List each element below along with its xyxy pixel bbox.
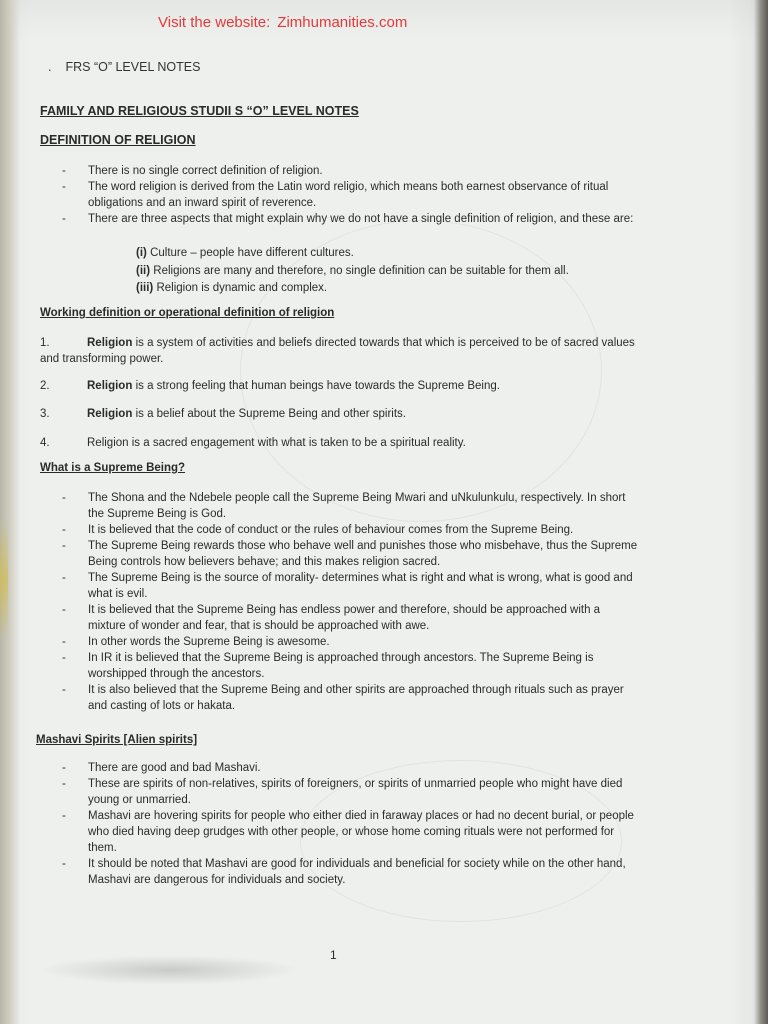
list-item	[60, 808, 640, 856]
list-item	[60, 538, 640, 570]
supreme-being-bullet-list	[60, 490, 640, 714]
bullet-dash: -	[62, 492, 66, 504]
list-item	[60, 650, 640, 682]
list-item	[60, 211, 640, 227]
mashavi-bullet-list	[60, 760, 640, 888]
item-term: Religion	[87, 337, 133, 349]
list-item	[60, 570, 640, 602]
page-spine-shadow	[0, 0, 20, 1024]
bullet-dash: -	[62, 540, 66, 552]
supreme-being-heading: What is a Supreme Being?	[40, 462, 186, 474]
bullet-dash: -	[62, 762, 66, 774]
bullet-text: There is no single correct definition of religion.	[88, 165, 323, 177]
document-header	[48, 60, 200, 74]
bullet-dash: -	[62, 572, 66, 584]
highlighter-mark	[0, 520, 8, 640]
mashavi-heading: Mashavi Spirits [Alien spirits]	[36, 734, 198, 746]
website-link[interactable]: Zimhumanities.com	[277, 14, 408, 31]
bullet-text: The word religion is derived from the Latin word religio, which means both earnest observance of ritual obligations and an inward spirit of reverence.	[88, 181, 609, 209]
item-text: is a strong feeling that human beings have towards the Supreme Being.	[132, 380, 500, 392]
bullet-text: It is also believed that the Supreme Being and other spirits are approached through rituals such as prayer and casting of lots or hakata.	[88, 684, 624, 712]
bullet-dash: -	[62, 684, 66, 696]
bullet-dash: -	[62, 810, 66, 822]
bullet-text: The Supreme Being is the source of morality- determines what is right and what is wrong, what is good and what is evil.	[88, 572, 633, 600]
list-item	[60, 490, 640, 522]
aspect-item	[136, 245, 354, 261]
aspect-item	[136, 280, 327, 296]
header-text: FRS “O” LEVEL NOTES	[65, 60, 201, 74]
bullet-dash: -	[62, 604, 66, 616]
bullet-text: There are good and bad Mashavi.	[88, 762, 261, 774]
item-number: 4.	[40, 437, 50, 449]
aspect-number: (iii)	[136, 282, 154, 294]
item-number: 1.	[40, 337, 50, 349]
bullet-dash: -	[62, 165, 66, 177]
definition-heading: DEFINITION OF RELIGION	[40, 133, 196, 147]
main-title: FAMILY AND RELIGIOUS STUDII S “O” LEVEL NOTES	[40, 104, 359, 118]
website-label: Visit the website:	[158, 14, 271, 31]
item-text: is a belief about the Supreme Being and other spirits.	[132, 408, 406, 420]
list-item	[60, 163, 640, 179]
list-item	[60, 760, 640, 776]
bullet-dash: -	[62, 778, 66, 790]
website-banner[interactable]	[158, 14, 407, 31]
bullet-text: The Supreme Being rewards those who behave well and punishes those who misbehave, thus the Supreme Being controls how believers behave; and this makes religion sacred.	[88, 540, 638, 568]
item-text: Religion is a sacred engagement with what is taken to be a spiritual reality.	[87, 437, 466, 449]
working-definition-item	[40, 406, 640, 422]
list-item	[60, 776, 640, 808]
bullet-dash: -	[62, 858, 66, 870]
item-number: 3.	[40, 408, 50, 420]
ink-smudge	[40, 955, 300, 985]
definition-bullet-list	[60, 163, 640, 227]
aspect-item	[136, 263, 569, 279]
aspect-number: (i)	[136, 247, 147, 259]
bullet-text: It should be noted that Mashavi are good for individuals and beneficial for society while on the other hand, Mashavi are dangerous for individuals and society.	[88, 858, 626, 886]
bullet-dash: -	[62, 636, 66, 648]
item-term: Religion	[87, 408, 133, 420]
working-definition-heading: Working definition or operational definition of religion	[40, 307, 335, 319]
bullet-dash: -	[62, 652, 66, 664]
list-item	[60, 856, 640, 888]
list-item	[60, 634, 640, 650]
list-item	[60, 522, 640, 538]
bullet-text: Mashavi are hovering spirits for people who either died in faraway places or had no decent burial, or people who died having deep grudges with other people, or whose home coming rituals were not performed for them.	[88, 810, 634, 854]
bullet-text: It is believed that the code of conduct or the rules of behaviour comes from the Supreme Being.	[88, 524, 574, 536]
bullet-text: These are spirits of non-relatives, spirits of foreigners, or spirits of unmarried people who might have died young or unmarried.	[88, 778, 623, 806]
page-number: 1	[330, 948, 337, 962]
item-term: Religion	[87, 380, 133, 392]
aspect-text: Religion is dynamic and complex.	[156, 282, 328, 294]
item-number: 2.	[40, 380, 50, 392]
bullet-text: In IR it is believed that the Supreme Being is approached through ancestors. The Supreme Being is worshipped through the ancestors.	[88, 652, 594, 680]
bullet-text: In other words the Supreme Being is awesome.	[88, 636, 330, 648]
aspect-number: (ii)	[136, 265, 151, 277]
list-item	[60, 682, 640, 714]
bullet-text: There are three aspects that might explain why we do not have a single definition of religion, and these are:	[88, 213, 634, 225]
aspect-text: Culture – people have different cultures.	[150, 247, 354, 259]
bullet-dash: -	[62, 181, 66, 193]
aspect-text: Religions are many and therefore, no single definition can be suitable for them all.	[153, 265, 569, 277]
bullet-dash: -	[62, 213, 66, 225]
bullet-text: The Shona and the Ndebele people call the Supreme Being Mwari and uNkulunkulu, respectively. In short the Supreme Being is God.	[88, 492, 626, 520]
bullet-dash: -	[62, 524, 66, 536]
working-definition-item	[40, 435, 640, 451]
list-item	[60, 602, 640, 634]
working-definition-item	[40, 378, 640, 394]
item-text: is a system of activities and beliefs directed towards that which is perceived to be of sacred values and transforming power.	[40, 337, 635, 365]
page-right-edge-shadow	[754, 0, 768, 1024]
bullet-text: It is believed that the Supreme Being has endless power and therefore, should be approached with a mixture of wonder and fear, that is should be approached with awe.	[88, 604, 601, 632]
list-item	[60, 179, 640, 211]
working-definition-item	[40, 335, 640, 367]
header-bullet: .	[48, 60, 52, 74]
